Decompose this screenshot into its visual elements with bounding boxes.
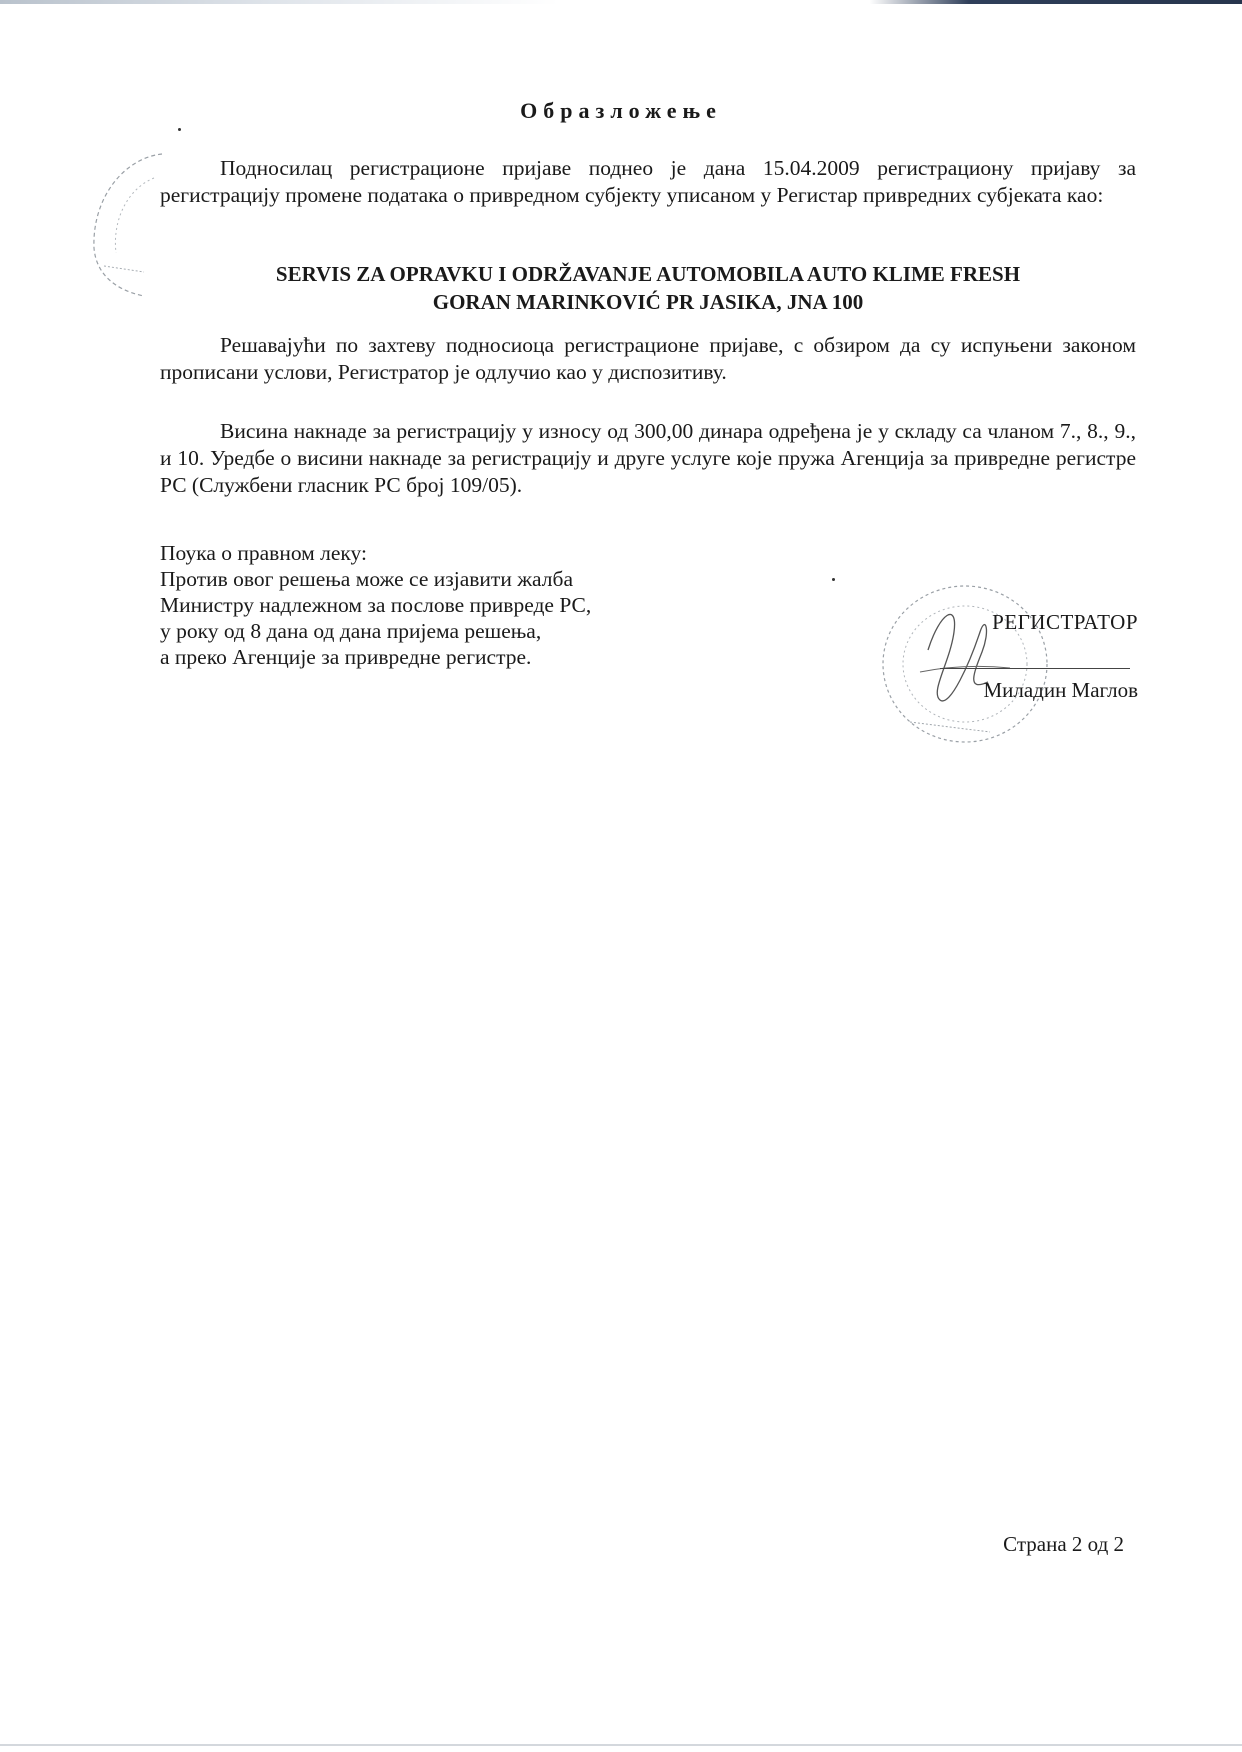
scan-speck [832,578,835,581]
scan-speck [178,128,181,131]
signature-line [940,668,1130,669]
legal-remedy-line: у року од 8 дана од дана пријема решења, [160,619,542,643]
paragraph-application: Подносилац регистрационе пријаве поднео је дана 15.04.2009 регистрациону пријаву за регистрацију промене података о привредном субјекту уписаном у Регистар привредних субјеката као: [160,156,1136,207]
scan-edge-top [0,0,1242,4]
company-name-line-2: GORAN MARINKOVIĆ PR JASIKA, JNA 100 [432,290,864,314]
scan-edge-bottom [0,1744,1242,1746]
legal-remedy-line: Против овог решења може се изјавити жалба [160,567,574,591]
document-heading: Образложење [520,98,722,123]
legal-remedy-block [160,540,760,670]
registrar-name: Миладин Маглов [983,678,1138,702]
paragraph-decision: Решавајући по захтеву подносиоца регистрационе пријаве, с обзиром да су испуњени законом прописани услови, Регистратор је одлучио као у диспозитиву. [160,333,1136,384]
legal-remedy-line: а преко Агенције за привредне регистре. [160,645,532,669]
paragraph-fee: Висина накнаде за регистрацију у износу од 300,00 динара одређена је у складу са чланом 7., 8., 9., и 10. Уредбе о висини накнаде за регистрацију и друге услуге које пружа Агенција за привредне регистре РС (Службени гласник РС број 109/05). [160,419,1136,497]
legal-remedy-heading: Поука о правном леку: [160,541,368,565]
page-number: Страна 2 од 2 [1003,1532,1124,1556]
legal-remedy-line: Министру надлежном за послове привреде РС, [160,593,592,617]
company-name-block [160,260,1136,316]
company-name-line-1: SERVIS ZA OPRAVKU I ODRŽAVANJE AUTOMOBILA AUTO KLIME FRESH [275,262,1021,286]
signature-icon [870,572,1070,752]
registrar-title: РЕГИСТРАТОР [992,610,1138,634]
